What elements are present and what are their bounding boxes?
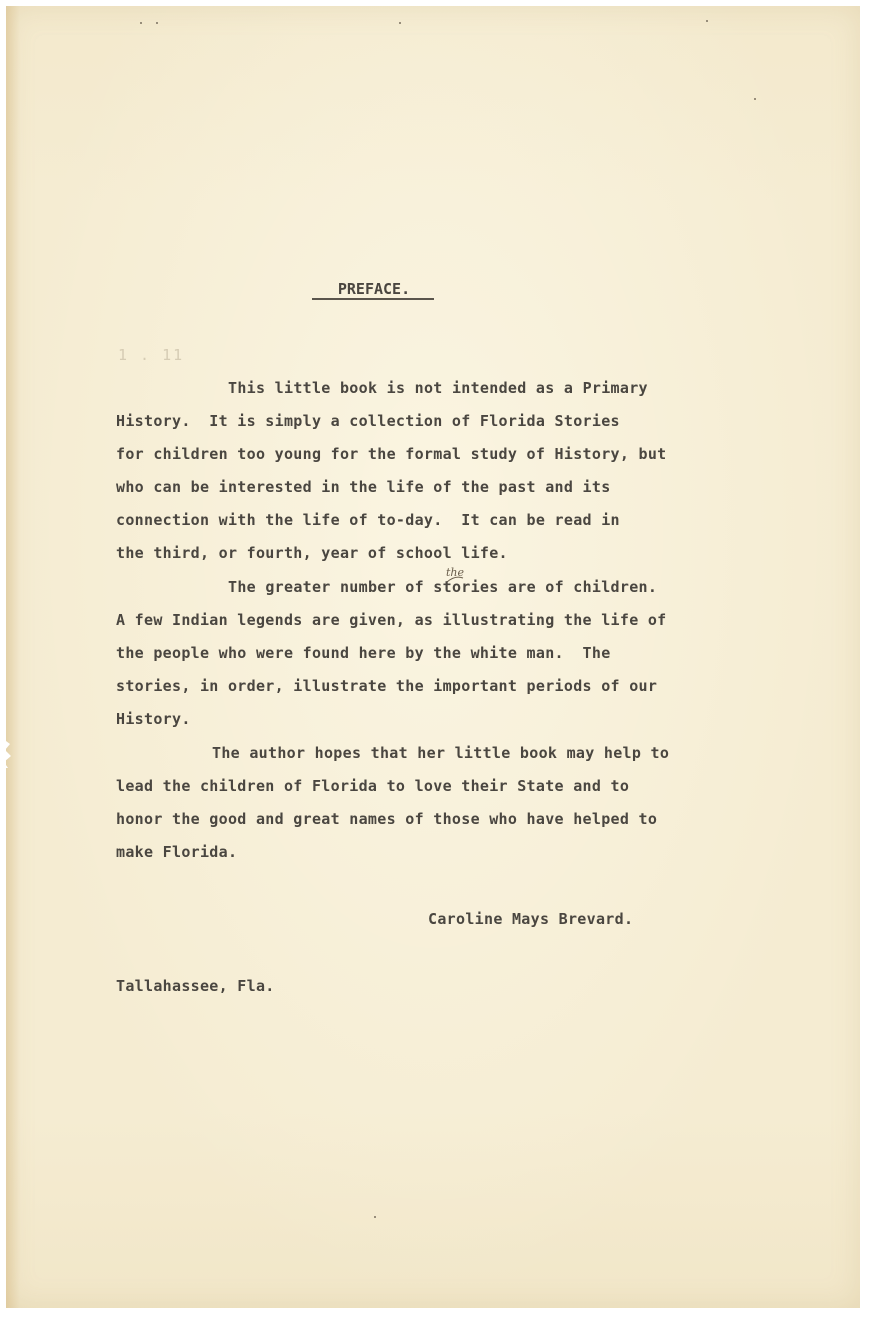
speck <box>374 1216 376 1218</box>
text-line: connection with the life of to-day. It can be read in <box>116 511 620 529</box>
text-line: make Florida. <box>116 843 238 861</box>
text-line: honor the good and great names of those who have helped to <box>116 810 658 828</box>
text-line: The greater number of stories are of children. <box>228 578 658 596</box>
text-line: the third, or fourth, year of school life. <box>116 544 508 562</box>
text-line: stories, in order, illustrate the important periods of our <box>116 677 658 695</box>
speck <box>754 98 756 100</box>
signature: Caroline Mays Brevard. <box>428 910 634 928</box>
place-line: Tallahassee, Fla. <box>116 977 275 995</box>
page-title: PREFACE. <box>337 280 411 298</box>
speck <box>706 20 708 22</box>
faint-mark: 1 . 11 <box>118 346 185 364</box>
torn-edge-icon <box>2 738 12 768</box>
title-underline <box>312 298 434 300</box>
text-line: This little book is not intended as a Primary <box>228 379 648 397</box>
text-line: History. <box>116 710 191 728</box>
text-line: who can be interested in the life of the past and its <box>116 478 611 496</box>
speck <box>140 22 142 24</box>
text-line: A few Indian legends are given, as illustrating the life of <box>116 611 667 629</box>
text-line: the people who were found here by the white man. The <box>116 644 611 662</box>
speck <box>156 22 158 24</box>
text-line: lead the children of Florida to love their State and to <box>116 777 630 795</box>
speck <box>399 22 401 24</box>
handwritten-insertion: the <box>446 566 465 579</box>
text-line: The author hopes that her little book may help to <box>212 744 670 762</box>
text-line: for children too young for the formal study of History, but <box>116 445 667 463</box>
document-page <box>6 6 860 1308</box>
text-line: History. It is simply a collection of Florida Stories <box>116 412 620 430</box>
